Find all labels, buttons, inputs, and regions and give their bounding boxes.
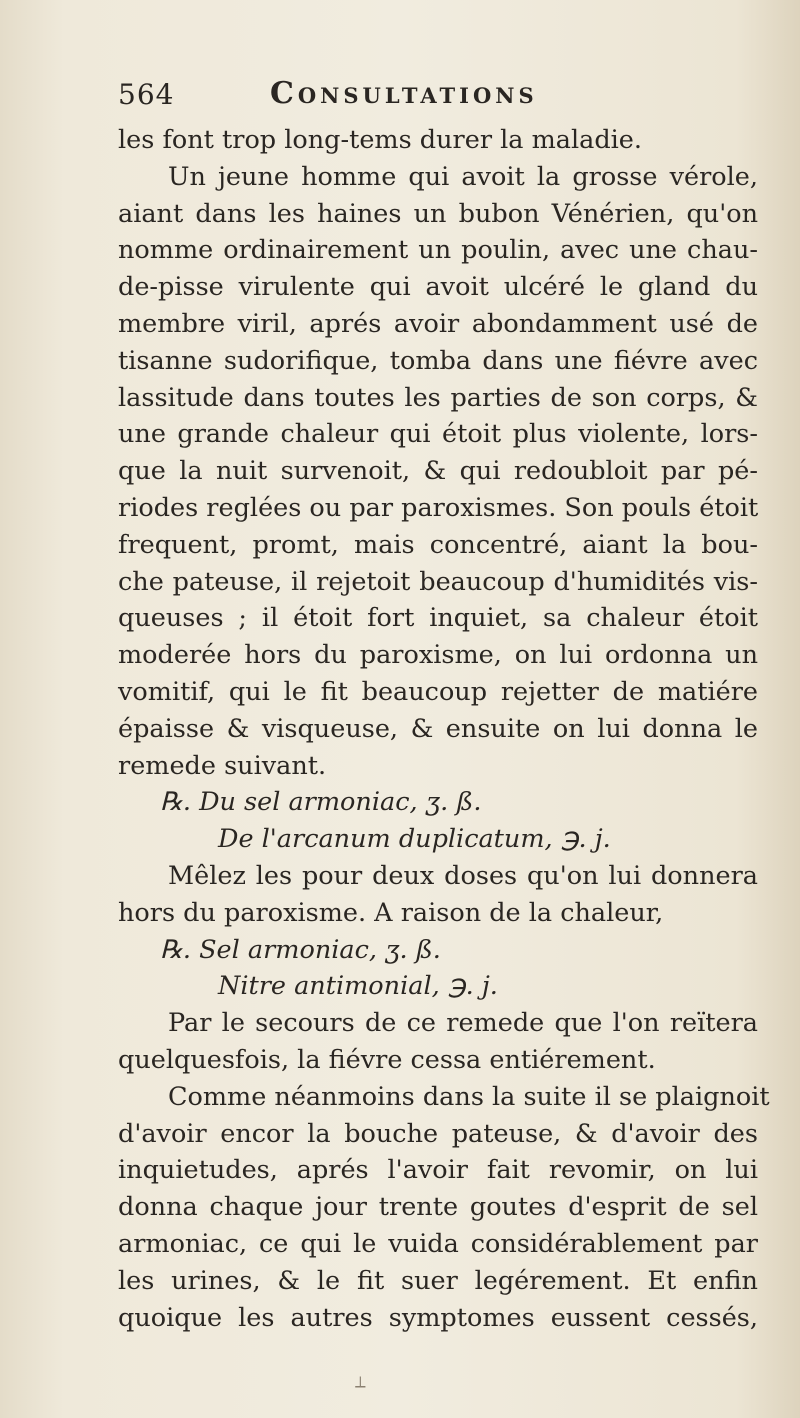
running-head: Consultations: [270, 76, 538, 111]
text-line: quelquesfois, la fiévre cessa entiérement.: [118, 1044, 656, 1075]
text-line: Par le secours de ce remede que l'on reïtera: [168, 1008, 758, 1039]
text-line: vomitif, qui le fit beaucoup rejetter de matiére: [118, 676, 758, 707]
text-line: ℞. Sel armoniac, ʒ. ß.: [160, 934, 441, 965]
text-line: quoique les autres symptomes eussent cessés,: [118, 1302, 758, 1333]
text-line: che pateuse, il rejetoit beaucoup d'humidités vis-: [118, 566, 758, 597]
text-line: hors du paroxisme. A raison de la chaleur,: [118, 897, 664, 928]
text-line: frequent, promt, mais concentré, aiant la bou-: [118, 529, 758, 560]
text-line: queuses ; il étoit fort inquiet, sa chaleur étoit: [118, 603, 758, 634]
text-line: inquietudes, aprés l'avoir fait revomir, on lui: [118, 1155, 758, 1186]
printer-mark: ⟂: [355, 1372, 366, 1391]
text-line: les font trop long-tems durer la maladie.: [118, 125, 643, 155]
page-number: 564: [118, 78, 175, 111]
text-line: armoniac, ce qui le vuida considérablement par: [118, 1228, 758, 1259]
body-text: [118, 122, 770, 1336]
text-line: les urines, & le fit suer legérement. Et enfin: [118, 1265, 758, 1296]
text-line: nomme ordinairement un poulin, avec une chau-: [118, 235, 758, 266]
text-line: ℞. Du sel armoniac, ʒ. ß.: [160, 787, 482, 818]
text-line: membre viril, aprés avoir abondamment usé de: [118, 308, 758, 339]
text-line: moderée hors du paroxisme, on lui ordonna un: [118, 640, 758, 671]
page-header: [118, 78, 638, 118]
text-line: une grande chaleur qui étoit plus violente, lors-: [118, 419, 758, 450]
text-line: de-pisse virulente qui avoit ulcéré le gland du: [118, 272, 758, 303]
text-line: Nitre antimonial, ℈. j.: [218, 971, 498, 1002]
text-line: De l'arcanum duplicatum, ℈. j.: [218, 824, 611, 855]
text-line: d'avoir encor la bouche pateuse, & d'avoir des: [118, 1118, 758, 1149]
text-line: lassitude dans toutes les parties de son corps, &: [118, 382, 758, 413]
text-line: que la nuit survenoit, & qui redoubloit par pé-: [118, 456, 758, 487]
text-line: Mêlez les pour deux doses qu'on lui donnera: [168, 860, 758, 891]
text-line: riodes reglées ou par paroxismes. Son pouls étoit: [118, 492, 759, 523]
text-line: aiant dans les haines un bubon Vénérien, qu'on: [118, 198, 758, 229]
text-line: Comme néanmoins dans la suite il se plaignoit: [168, 1081, 770, 1112]
text-line: tisanne sudorifique, tomba dans une fiévre avec: [118, 345, 758, 376]
text-line: épaisse & visqueuse, & ensuite on lui donna le: [118, 713, 758, 744]
text-line: donna chaque jour trente goutes d'esprit de sel: [118, 1192, 758, 1223]
text-line: remede suivant.: [118, 750, 327, 781]
text-line: Un jeune homme qui avoit la grosse vérole,: [168, 161, 758, 192]
